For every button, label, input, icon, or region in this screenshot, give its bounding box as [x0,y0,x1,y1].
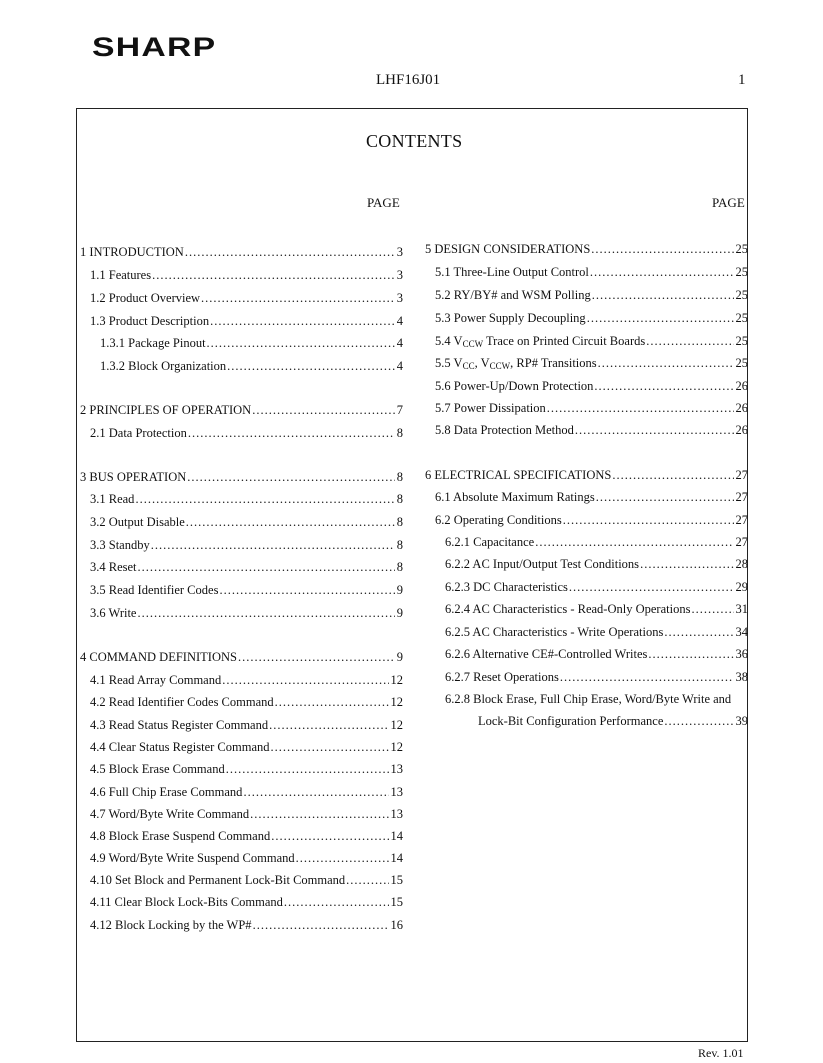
toc-entry [90,895,403,910]
dot-leader [648,647,733,662]
toc-entry [90,291,403,306]
toc-entry-title: 1 INTRODUCTION [80,245,184,259]
title-part: , RP# Transitions [510,356,597,370]
toc-entry [435,379,748,394]
toc-entry [435,401,748,416]
toc-entry-title: 6.2.3 DC Characteristics [445,580,568,594]
toc-entry [90,583,403,598]
contents-title: CONTENTS [366,131,463,151]
toc-page-number: 31 [735,602,748,616]
dot-leader [271,740,389,755]
toc-entry [80,245,403,260]
toc-entry-title: 4.7 Word/Byte Write Command [90,807,250,821]
dot-leader [250,807,388,822]
toc-entry [445,580,748,595]
dot-leader [592,288,734,303]
dot-leader [210,314,395,329]
toc-page-number: 34 [735,625,748,639]
toc-page-number: 9 [396,583,403,597]
toc-entry-title: 4.12 Block Locking by the WP# [90,918,252,932]
toc-entry [445,535,748,550]
dot-leader [646,334,733,349]
toc-entry [478,714,748,729]
dot-leader [590,265,734,280]
title-part: 5.5 V [435,356,463,370]
toc-page-number: 13 [390,785,403,799]
dot-leader [598,356,734,371]
toc-page-number: 25 [735,288,748,302]
toc-entry-title: 3.3 Standby [90,538,150,552]
toc-entry-title: 4.10 Set Block and Permanent Lock-Bit Command [90,873,346,887]
toc-entry [90,762,403,777]
toc-entry [90,673,403,688]
toc-entry-title: 6.1 Absolute Maximum Ratings [435,490,595,504]
toc-entry-title: 4.1 Read Array Command [90,673,222,687]
page-number: 1 [738,72,746,88]
dot-leader [563,513,734,528]
dot-leader [243,785,388,800]
toc-entry [435,513,748,528]
toc-page-number: 27 [735,490,748,504]
subscript: CCW [462,339,484,349]
dot-leader [296,851,389,866]
dot-leader [271,829,388,844]
toc-entry [90,268,403,283]
toc-entry [445,557,748,572]
toc-page-number: 8 [396,538,403,552]
toc-page-number: 25 [735,265,748,279]
toc-entry-title: 1.2 Product Overview [90,291,201,305]
dot-leader [275,695,389,710]
dot-leader [152,268,395,283]
toc-entry [90,829,403,844]
dot-leader [186,515,395,530]
toc-page-number: 4 [396,336,403,350]
toc-page-number: 8 [396,515,403,529]
sharp-logo: SHARP [92,32,217,62]
dot-leader [591,242,733,257]
dot-leader [269,718,388,733]
toc-page-number: 26 [735,379,748,393]
page-column-label-left: PAGE [367,195,400,210]
toc-entry [90,492,403,507]
toc-entry-title: 2 PRINCIPLES OF OPERATION [80,403,252,417]
toc-entry [90,538,403,553]
toc-page-number: 25 [735,356,748,370]
toc-page-number: 7 [396,403,403,417]
toc-entry-title: 5 DESIGN CONSIDERATIONS [425,242,591,256]
toc-entry-title: 5.6 Power-Up/Down Protection [435,379,594,393]
dot-leader [594,379,733,394]
toc-page-number: 29 [735,580,748,594]
toc-entry [435,288,748,303]
toc-entry-title: 1.3 Product Description [90,314,210,328]
toc-entry-title: 6.2.8 Block Erase, Full Chip Erase, Word/Byte Write and [445,692,732,706]
toc-page-number: 38 [735,670,748,684]
dot-leader [596,490,734,505]
subscript: CC [462,361,475,371]
dot-leader [187,470,394,485]
toc-page-number: 15 [390,895,403,909]
toc-page-number: 4 [396,314,403,328]
toc-page-number: 39 [735,714,748,728]
toc-page-number: 25 [735,242,748,256]
toc-entry-title: 4 COMMAND DEFINITIONS [80,650,237,664]
toc-entry-title: 4.3 Read Status Register Command [90,718,269,732]
toc-page-number: 9 [396,650,403,664]
toc-entry [445,625,748,640]
toc-page-number: 12 [390,673,403,687]
dot-leader [346,873,388,888]
dot-leader [587,311,734,326]
toc-entry-title: 3.1 Read [90,492,135,506]
toc-entry [100,336,403,351]
dot-leader [135,492,394,507]
toc-entry-title: 4.2 Read Identifier Codes Command [90,695,274,709]
toc-entry-title: 5.1 Three-Line Output Control [435,265,589,279]
toc-page-number: 13 [390,807,403,821]
dot-leader [226,762,389,777]
dot-leader [138,560,395,575]
dot-leader [219,583,394,598]
dot-leader [284,895,389,910]
toc-page-number: 27 [735,513,748,527]
dot-leader [188,426,395,441]
toc-page-number: 8 [396,470,403,484]
toc-entry-title: 5.2 RY/BY# and WSM Polling [435,288,591,302]
toc-entry [90,740,403,755]
toc-entry [435,311,748,326]
toc-entry-title: 3 BUS OPERATION [80,470,187,484]
toc-entry-title: 4.5 Block Erase Command [90,762,225,776]
toc-entry-title: 3.4 Reset [90,560,137,574]
toc-page-number: 15 [390,873,403,887]
dot-leader [252,403,395,418]
toc-page-number: 8 [396,426,403,440]
dot-leader [612,468,733,483]
toc-entry [90,560,403,575]
title-part: , V [474,356,490,370]
toc-entry [435,490,748,505]
toc-entry-title: 4.4 Clear Status Register Command [90,740,270,754]
toc-entry [90,426,403,441]
toc-page-number: 28 [735,557,748,571]
toc-page-number: 27 [735,468,748,482]
dot-leader [640,557,733,572]
toc-entry [445,692,731,707]
toc-page-number: 8 [396,560,403,574]
toc-page-number: 27 [735,535,748,549]
dot-leader [207,336,395,351]
toc-page-number: 12 [390,718,403,732]
toc-entry-title: 1.1 Features [90,268,152,282]
toc-entry-title: 6.2.7 Reset Operations [445,670,559,684]
dot-leader [691,602,733,617]
page-column-label-right: PAGE [712,195,745,210]
toc-entry-title [435,334,646,349]
dot-leader [575,423,734,438]
toc-entry [90,918,403,933]
toc-entry [80,650,403,665]
toc-page-number: 12 [390,695,403,709]
toc-page-number: 12 [390,740,403,754]
toc-entry-title: 6.2.4 AC Characteristics - Read-Only Operations [445,602,691,616]
toc-entry-title: 3.6 Write [90,606,137,620]
toc-entry-title: 2.1 Data Protection [90,426,187,440]
toc-entry [435,265,748,280]
toc-entry [90,851,403,866]
toc-entry [445,670,748,685]
toc-entry-title: 1.3.1 Package Pinout [100,336,206,350]
toc-entry-title: 5.3 Power Supply Decoupling [435,311,586,325]
toc-entry-title: 4.11 Clear Block Lock-Bits Command [90,895,283,909]
toc-entry [90,606,403,621]
toc-entry-title: 5.8 Data Protection Method [435,423,574,437]
dot-leader [238,650,395,665]
toc-entry [90,873,403,888]
toc-page-number: 26 [735,401,748,415]
toc-entry [90,785,403,800]
dot-leader [222,673,388,688]
toc-entry [90,314,403,329]
toc-entry [80,403,403,418]
toc-entry [435,356,748,371]
toc-entry [90,718,403,733]
toc-page-number: 25 [735,311,748,325]
toc-entry-title: 6.2.6 Alternative CE#-Controlled Writes [445,647,648,661]
toc-entry-title: Lock-Bit Configuration Performance [478,714,664,728]
toc-entry-title: 6.2.5 AC Characteristics - Write Operations [445,625,664,639]
toc-entry-title: 5.7 Power Dissipation [435,401,546,415]
dot-leader [227,359,395,374]
toc-entry [445,602,748,617]
title-part: 5.4 V [435,334,463,348]
document-id: LHF16J01 [376,72,441,88]
dot-leader [664,625,733,640]
dot-leader [569,580,734,595]
toc-page-number: 25 [735,334,748,348]
dot-leader [253,918,389,933]
toc-entry [80,470,403,485]
toc-page-number: 16 [390,918,403,932]
toc-page-number: 3 [396,291,403,305]
toc-entry-title: 4.9 Word/Byte Write Suspend Command [90,851,295,865]
toc-page-number: 36 [735,647,748,661]
dot-leader [560,670,734,685]
toc-page-number: 14 [390,829,403,843]
toc-page-number: 3 [396,245,403,259]
toc-entry [445,647,748,662]
toc-page-number: 4 [396,359,403,373]
toc-entry-title: 6.2.2 AC Input/Output Test Conditions [445,557,640,571]
dot-leader [664,714,733,729]
toc-page-number: 9 [396,606,403,620]
toc-entry-title [435,356,598,371]
toc-entry [100,359,403,374]
dot-leader [185,245,395,260]
toc-page-number: 26 [735,423,748,437]
toc-entry-title: 3.5 Read Identifier Codes [90,583,219,597]
toc-entry-title: 6.2 Operating Conditions [435,513,562,527]
dot-leader [201,291,395,306]
toc-entry [435,423,748,438]
toc-entry-title: 4.6 Full Chip Erase Command [90,785,243,799]
revision-label: Rev. 1.01 [698,1046,744,1060]
toc-entry-title: 3.2 Output Disable [90,515,185,529]
toc-entry-title: 1.3.2 Block Organization [100,359,227,373]
toc-page-number: 13 [390,762,403,776]
dot-leader [547,401,734,416]
toc-entry [425,242,748,257]
title-part: Trace on Printed Circuit Boards [483,334,646,348]
subscript: CCW [489,361,511,371]
toc-entry-title: 6 ELECTRICAL SPECIFICATIONS [425,468,612,482]
toc-entry [90,807,403,822]
dot-leader [535,535,733,550]
dot-leader [151,538,395,553]
toc-entry [425,468,748,483]
dot-leader [137,606,394,621]
toc-entry-title: 4.8 Block Erase Suspend Command [90,829,271,843]
toc-page-number: 8 [396,492,403,506]
toc-entry [435,334,748,349]
toc-page-number: 14 [390,851,403,865]
toc-entry-title: 6.2.1 Capacitance [445,535,535,549]
toc-entry [90,695,403,710]
toc-page-number: 3 [396,268,403,282]
toc-entry [90,515,403,530]
